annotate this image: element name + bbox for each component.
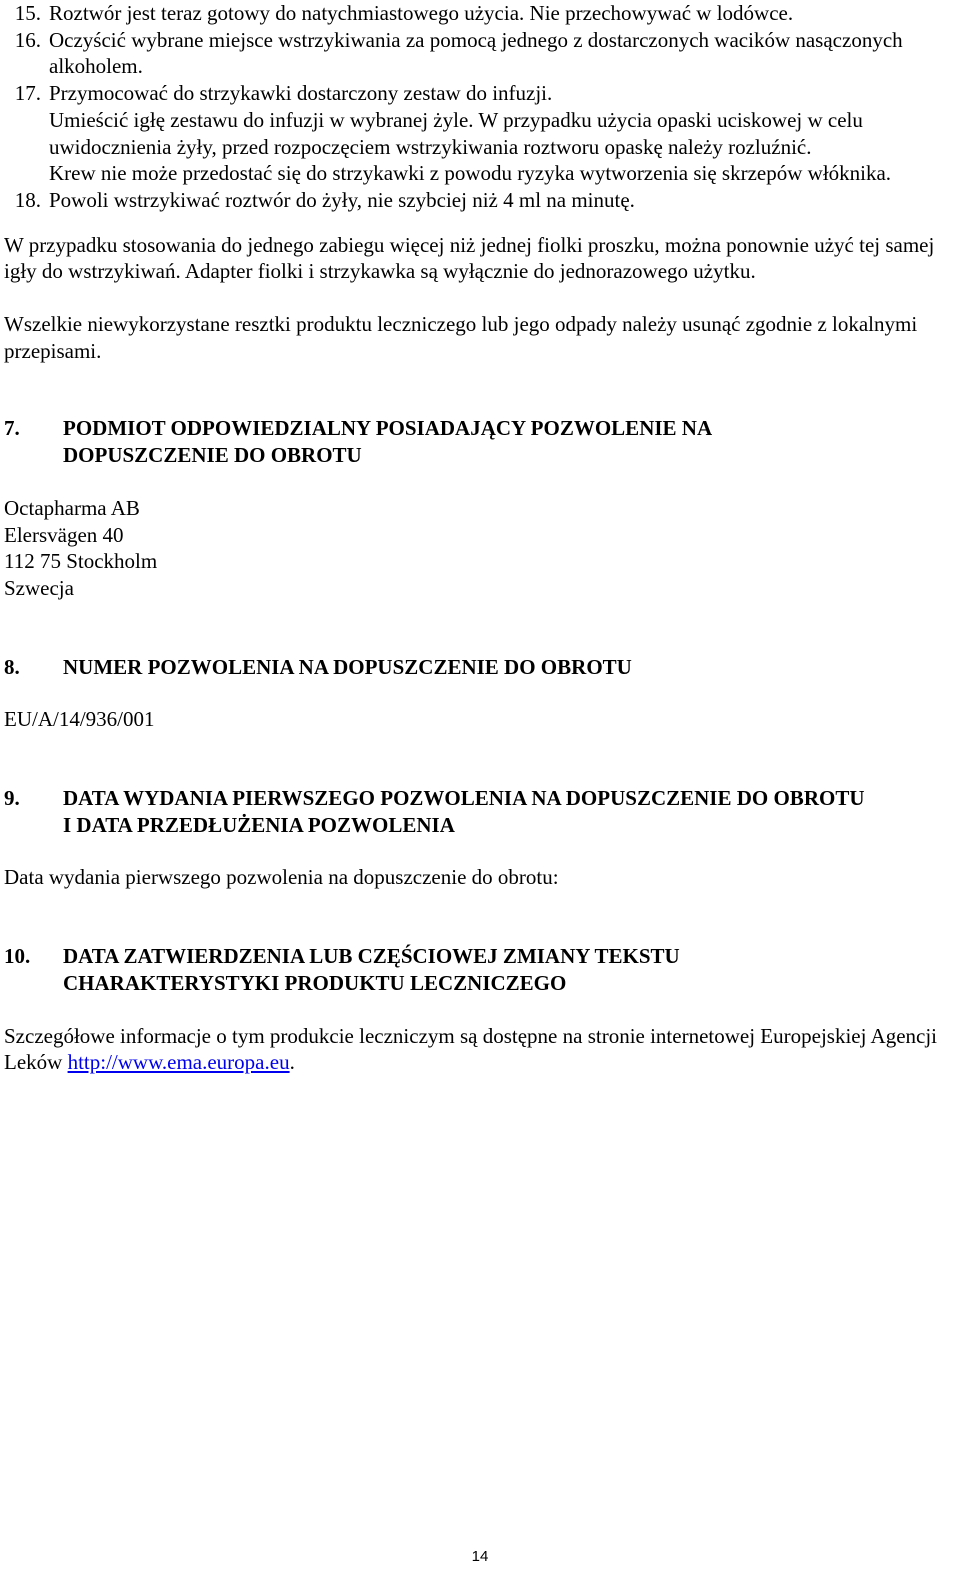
step-line: Roztwór jest teraz gotowy do natychmiastowego użycia. Nie przechowywać w lodówce. [49,1,794,25]
section-title: NUMER POZWOLENIA NA DOPUSZCZENIE DO OBROTU [63,654,632,679]
section-9-heading [4,785,956,838]
step-number: 16. [14,27,41,52]
disposal-paragraph: Wszelkie niewykorzystane resztki produktu leczniczego lub jego odpady należy usunąć zgodnie z lokalnymi przepisami. [4,312,918,363]
step-line: Przymocować do strzykawki dostarczony zestaw do infuzji. [49,81,553,106]
step-line: Umieścić igłę zestawu do infuzji w wybranej żyle. W przypadku użycia opaski uciskowej w celu uwidocznienia żyły, przed rozpoczęciem wstrzykiwania roztworu opaskę należy rozluźnić. [49,107,863,159]
ema-website-link[interactable]: http://www.ema.europa.eu [67,1050,290,1075]
step-line: Krew nie może przedostać się do strzykawki z powodu ryzyka wytworzenia się skrzepów włóknika. [49,161,892,186]
instruction-step-17 [4,80,956,187]
section-title-line: I DATA PRZEDŁUŻENIA POZWOLENIA [63,812,455,837]
step-number: 18. [14,187,41,212]
company-name: Octapharma AB [4,495,140,520]
country: Szwecja [4,575,74,600]
section-number: 10. [4,944,31,969]
section-number: 7. [4,416,20,441]
section-number: 8. [4,654,20,679]
ema-info-text: Szczegółowe informacje o tym produkcie leczniczym są dostępne na stronie internetowej Europejskiej Agencji Leków [4,1023,938,1075]
section-title-line: CHARAKTERYSTYKI PRODUKTU LECZNICZEGO [63,970,567,995]
instruction-steps [4,0,956,214]
reuse-needle-paragraph: W przypadku stosowania do jednego zabiegu więcej niż jednej fiolki proszku, można ponownie użyć tej samej igły do wstrzykiwań. Adapter fiolki i strzykawka są wyłącznie do jednorazowego użytku. [4,232,935,284]
step-number: 15. [14,1,41,25]
step-line: Powoli wstrzykiwać roztwór do żyły, nie szybciej niż 4 ml na minutę. [49,187,635,212]
section-number: 9. [4,786,20,811]
section-title [63,785,956,838]
postal-city: 112 75 Stockholm [4,549,158,574]
holder-address [4,495,956,602]
section-title [63,415,956,468]
document-page [4,0,956,1076]
section-title-line: DATA WYDANIA PIERWSZEGO POZWOLENIA NA DOPUSZCZENIE DO OBROTU [63,786,865,811]
section-7-heading [4,415,956,468]
first-authorisation-date: Data wydania pierwszego pozwolenia na dopuszczenie do obrotu: [4,865,559,890]
instruction-step-15 [4,0,956,27]
section-title-line: PODMIOT ODPOWIEDZIALNY POSIADAJĄCY POZWOLENIE NA [63,416,713,441]
authorisation-number: EU/A/14/936/001 [4,707,155,732]
step-line: Oczyścić wybrane miejsce wstrzykiwania za pomocą jednego z dostarczonych wacików nasączonych alkoholem. [49,27,903,79]
section-10-heading [4,943,956,996]
step-text [49,0,956,27]
ema-info-paragraph [4,1023,956,1076]
street-address: Elersvägen 40 [4,522,124,547]
ema-info-period: . [289,1050,295,1075]
instruction-step-18 [4,187,956,214]
page-number: 14 [471,1548,489,1565]
section-title-line: DOPUSZCZENIE DO OBROTU [63,443,362,468]
step-text [49,80,956,187]
section-8-heading [4,654,956,681]
step-text [49,27,956,80]
section-title-line: DATA ZATWIERDZENIA LUB CZĘŚCIOWEJ ZMIANY TEKSTU [63,944,680,969]
instruction-step-16 [4,27,956,80]
section-title [63,943,956,996]
step-number: 17. [14,81,41,106]
step-text [49,187,956,214]
